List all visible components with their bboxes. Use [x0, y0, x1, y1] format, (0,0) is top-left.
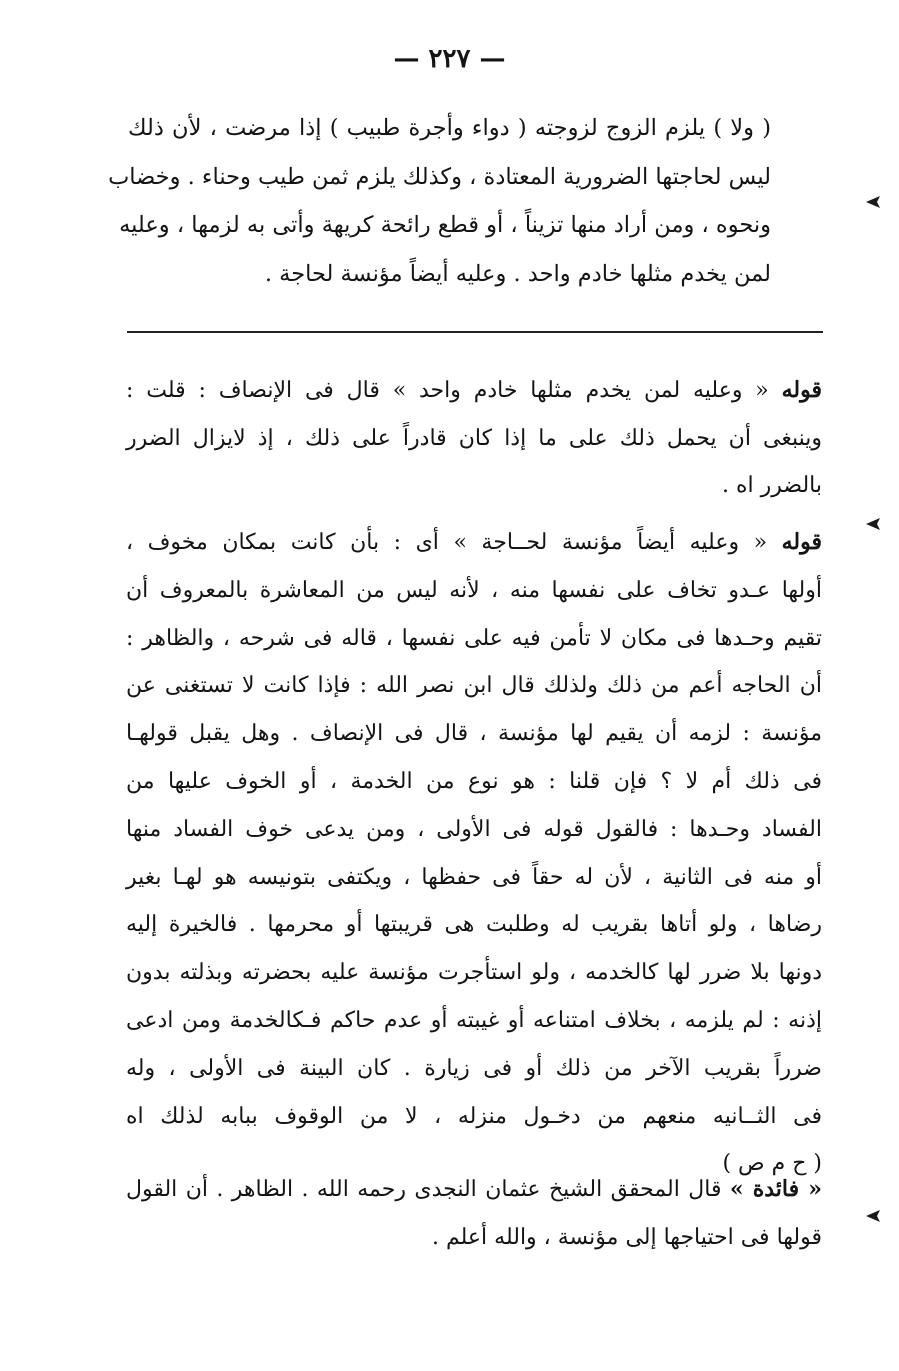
commentary-line: رضاها ، ولو أتاها بقريب له وطلبت هى قريبتها أو محرمها . فالخيرة إليه [126, 912, 822, 938]
main-text-line: ( ولا ) يلزم الزوج لزوجته ( دواء وأجرة طبيب ) إذا مرضت ، لأن ذلك [128, 115, 771, 141]
margin-arrow-icon [864, 194, 882, 210]
commentary-note [126, 367, 822, 510]
note-lead: « فائدة » [729, 1176, 822, 1202]
note-lead: قوله [781, 377, 822, 403]
commentary-line: وينبغى أن يحمل ذلك على ما إذا كان قادراً على ذلك ، إذ لايزال الضرر [126, 425, 822, 451]
main-text-line: ليس لحاجتها الضرورية المعتادة ، وكذلك يلزم ثمن طيب وحناء . وخضاب [108, 163, 771, 190]
commentary-line: أن الحاجه أعم من ذلك ولذلك قال ابن نصر الله : فإذا كانت لا تستغنى عن [126, 673, 822, 699]
commentary-line: تقيم وحـدها فى مكان لا تأمن فيه على نفسها ، قاله فى شرحه ، والظاهر : [126, 625, 822, 651]
note-lead: قوله [781, 529, 822, 555]
commentary-line: أو منه فى الثانية ، لأن له حقاً فى حفظها ، ويكتفى بتونيسه هو لهـا بغير [126, 864, 822, 890]
commentary-line: بالضرر اه . [722, 473, 822, 498]
commentary-note [126, 519, 822, 1188]
commentary-text: « وعليه لمن يخدم مثلها خادم واحد » قال فى الإنصاف : قلت : [126, 378, 782, 403]
page-number: — ٢٢٧ — [393, 44, 506, 74]
horizontal-rule [127, 331, 823, 333]
commentary-line: إذنه : لم يلزمه ، بخلاف امتناعه أو غيبته أو عدم حاكم فـكالخدمة ومن ادعى [126, 1007, 822, 1033]
main-text [108, 104, 771, 298]
commentary-line [126, 367, 822, 415]
main-text-line: ونحوه ، ومن أراد منها تزيناً ، أو قطع رائحة كريهة وأتى به لزمها ، وعليه [119, 212, 771, 238]
commentary-note [126, 1165, 822, 1262]
commentary-line: فى الثــانيه منعهم من دخـول منزله ، لا من الوقوف ببابه لذلك اه [126, 1103, 822, 1129]
commentary-line [126, 519, 822, 567]
commentary-line: الفساد وحـدها : فالقول قوله فى الأولى ، ومن يدعى خوف الفساد منها [126, 816, 822, 842]
commentary-line [126, 1165, 822, 1214]
commentary-text: « وعليه أيضاً مؤنسة لحــاجة » أى : بأن كانت بمكان مخوف ، [126, 530, 782, 555]
commentary-line: أولها عـدو تخاف على نفسها منه ، لأنه ليس من المعاشرة بالمعروف أن [126, 577, 822, 603]
commentary-text: قال المحقق الشيخ عثمان النجدى رحمه الله . الظاهر . أن القول [126, 1177, 730, 1202]
margin-arrow-icon [864, 516, 882, 532]
commentary-line: ضرراً بقريب الآخر من ذلك أو فى زيارة . كان البينة فى الأولى ، وله [126, 1055, 822, 1081]
commentary-line: مؤنسة : لزمه أن يقيم لها مؤنسة ، قال فى الإنصاف . وهل يقبل قولهـا [126, 721, 822, 747]
commentary-line: قولها فى احتياجها إلى مؤنسة ، والله أعلم . [432, 1225, 822, 1250]
main-text-line: لمن يخدم مثلها خادم واحد . وعليه أيضاً مؤنسة لحاجة . [264, 260, 771, 287]
margin-arrow-icon [864, 1208, 882, 1224]
commentary-line: فى ذلك أم لا ؟ فإن قلنا : هو نوع من الخدمة ، أو الخوف عليها من [126, 768, 822, 794]
commentary-line: دونها بلا ضرر لها كالخدمه ، ولو استأجرت مؤنسة عليه بحضرته وبذلته بدون [126, 960, 822, 986]
source-abbreviation: ( ح م ص ) [722, 1151, 822, 1177]
